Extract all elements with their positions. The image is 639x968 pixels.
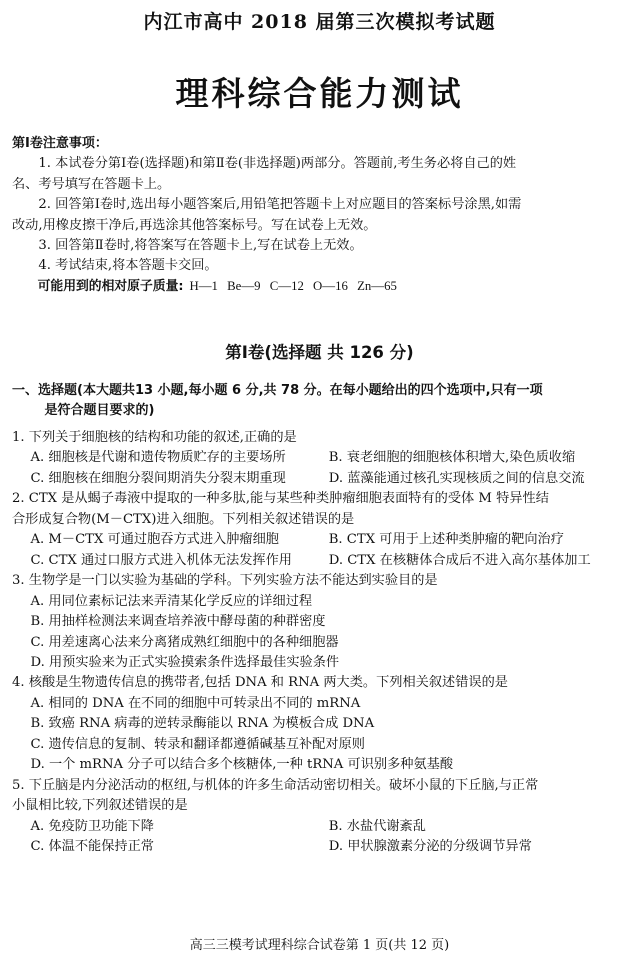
notice-heading: 第Ⅰ卷注意事项： bbox=[12, 136, 108, 151]
option-a: A. 用同位素标记法来弄清某化学反应的详细过程 bbox=[30, 593, 313, 609]
subject-title: 理科综合能力测试 bbox=[175, 74, 464, 113]
question-1 bbox=[12, 428, 627, 489]
option-b: B. 衰老细胞的细胞核体积增大,染色质收缩 bbox=[328, 450, 576, 466]
question-stem-cont: 小鼠相比较,下列叙述错误的是 bbox=[12, 798, 188, 814]
option-row bbox=[12, 817, 627, 837]
question-stem: 2. CTX 是从蝎子毒液中提取的一种多肽,能与某些种类肿瘤细胞表面特有的受体 M 特异性结 bbox=[12, 491, 549, 507]
notice-item-1: 1. 本试卷分第Ⅰ卷(选择题)和第Ⅱ卷(非选择题)两部分。答题前,考生务必将自己的姓 bbox=[38, 156, 517, 172]
option-a: A. 细胞核是代谢和遗传物质贮存的主要场所 bbox=[30, 450, 286, 466]
section-title: 第Ⅰ卷(选择题 共 126 分) bbox=[225, 343, 414, 362]
question-5 bbox=[12, 776, 627, 858]
part-intro-line-2: 是符合题目要求的) bbox=[44, 403, 155, 419]
option-c: C. 用差速离心法来分离猪成熟红细胞中的各种细胞器 bbox=[30, 634, 339, 650]
question-stem: 3. 生物学是一门以实验为基础的学科。下列实验方法不能达到实验目的是 bbox=[12, 573, 438, 589]
option-c: C. CTX 通过口服方式进入机体无法发挥作用 bbox=[30, 552, 292, 568]
part-intro-line-1: 一、选择题(本大题共13 小题,每小题 6 分,共 78 分。在每小题给出的四个选项中,只有一项 bbox=[12, 383, 543, 398]
option-row bbox=[12, 551, 627, 571]
option-d: D. 用预实验来为正式实验摸索条件选择最佳实验条件 bbox=[30, 654, 340, 670]
notice-item-2-cont: 改动,用橡皮擦干净后,再选涂其他答案标号。写在试卷上无效。 bbox=[12, 217, 377, 233]
option-b: B. 致癌 RNA 病毒的逆转录酶能以 RNA 为模板合成 DNA bbox=[30, 716, 375, 732]
option-row bbox=[12, 469, 627, 489]
question-stem: 5. 下丘脑是内分泌活动的枢纽,与机体的许多生命活动密切相关。破坏小鼠的下丘脑,与正常 bbox=[12, 777, 539, 793]
question-4 bbox=[12, 673, 627, 775]
option-c: C. 细胞核在细胞分裂间期消失分裂末期重现 bbox=[30, 470, 286, 486]
notice-item-3: 3. 回答第Ⅱ卷时,将答案写在答题卡上,写在试卷上无效。 bbox=[38, 237, 363, 253]
question-list bbox=[12, 428, 627, 858]
page-footer: 高三三模考试理科综合试卷第 1 页(共 12 页) bbox=[189, 938, 450, 953]
question-3 bbox=[12, 571, 627, 673]
atomic-masses-label: 可能用到的相对原子质量: bbox=[37, 278, 184, 294]
question-stem: 4. 核酸是生物遗传信息的携带者,包括 DNA 和 RNA 两大类。下列相关叙述错误的是 bbox=[12, 675, 508, 691]
atomic-masses bbox=[12, 277, 624, 297]
notice-item-1-cont: 名、考号填写在答题卡上。 bbox=[12, 176, 171, 192]
option-d: D. CTX 在核糖体合成后不进入高尔基体加工 bbox=[328, 552, 591, 568]
option-d: D. 蓝藻能通过核孔实现核质之间的信息交流 bbox=[328, 470, 585, 486]
option-b: B. 用抽样检测法来调查培养液中酵母菌的种群密度 bbox=[30, 614, 326, 630]
option-d: D. 甲状腺激素分泌的分级调节异常 bbox=[328, 839, 532, 855]
atomic-masses-values: H—1 Be—9 C—12 O—16 Zn—65 bbox=[189, 278, 397, 293]
option-row bbox=[12, 837, 627, 857]
option-a: A. M－CTX 可通过胞吞方式进入肿瘤细胞 bbox=[30, 532, 279, 548]
notice-block bbox=[12, 134, 624, 297]
option-c: C. 体温不能保持正常 bbox=[30, 839, 154, 855]
exam-header-title: 内江市高中 2018 届第三次模拟考试题 bbox=[143, 11, 496, 33]
question-stem-cont: 合形成复合物(M－CTX)进入细胞。下列相关叙述错误的是 bbox=[12, 511, 355, 527]
notice-item-2: 2. 回答第Ⅰ卷时,选出每小题答案后,用铅笔把答题卡上对应题目的答案标号涂黑,如需 bbox=[38, 197, 522, 213]
notice-item-4: 4. 考试结束,将本答题卡交回。 bbox=[38, 258, 218, 274]
option-a: A. 免疫防卫功能下降 bbox=[30, 818, 154, 834]
question-2 bbox=[12, 489, 627, 571]
option-a: A. 相同的 DNA 在不同的细胞中可转录出不同的 mRNA bbox=[30, 695, 361, 711]
option-row bbox=[12, 448, 627, 468]
option-c: C. 遗传信息的复制、转录和翻译都遵循碱基互补配对原则 bbox=[30, 736, 365, 752]
option-b: B. 水盐代谢紊乱 bbox=[328, 818, 426, 834]
option-row bbox=[12, 530, 627, 550]
option-b: B. CTX 可用于上述种类肿瘤的靶向治疗 bbox=[328, 532, 564, 548]
part-intro bbox=[12, 381, 627, 421]
question-stem: 1. 下列关于细胞核的结构和功能的叙述,正确的是 bbox=[12, 430, 297, 445]
option-d: D. 一个 mRNA 分子可以结合多个核糖体,一种 tRNA 可识别多种氨基酸 bbox=[30, 757, 454, 773]
